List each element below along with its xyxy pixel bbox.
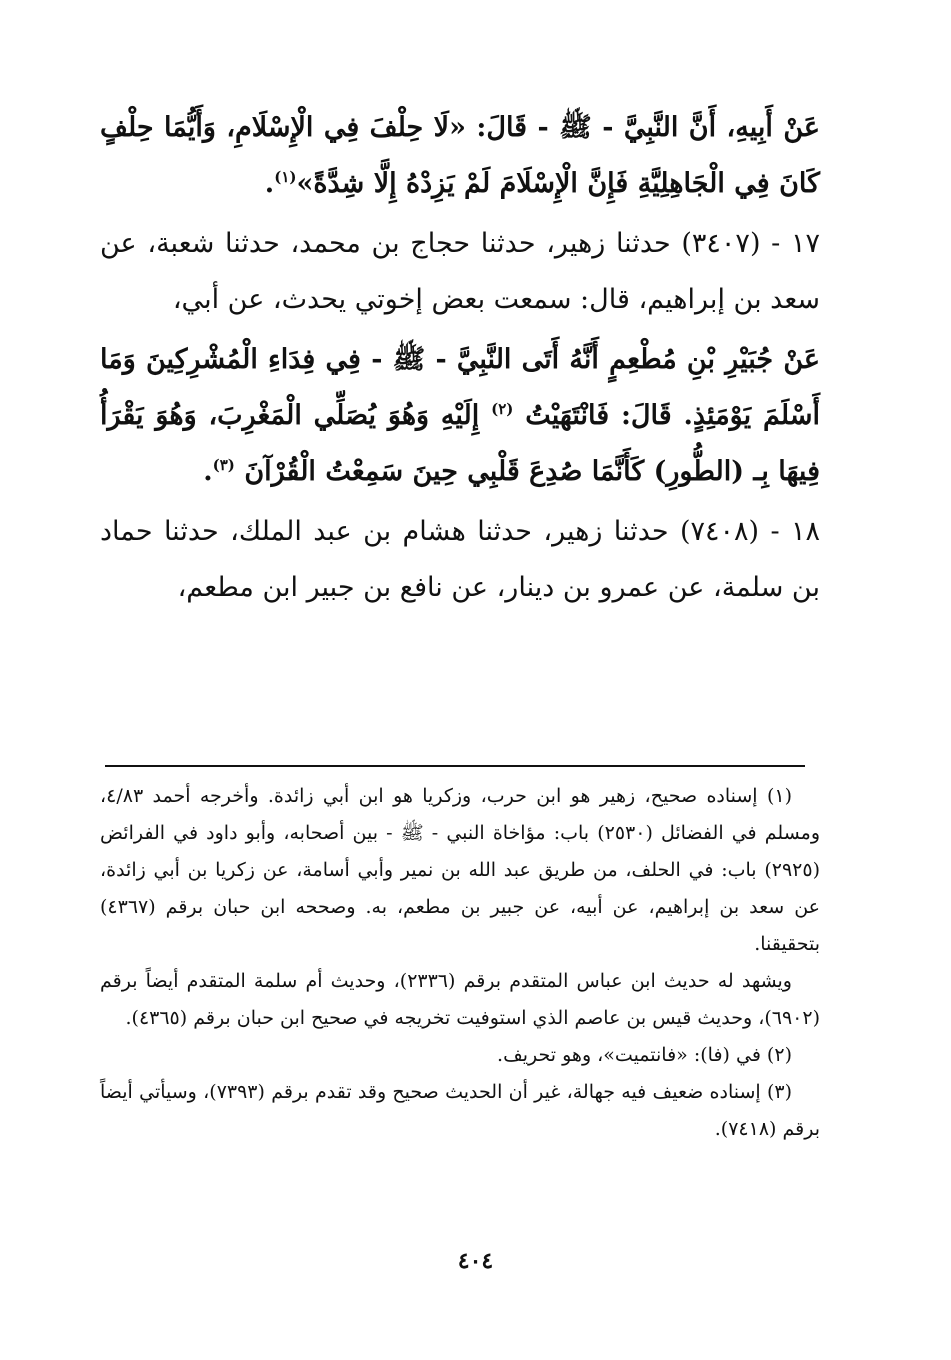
page-number: ٤٠٤: [457, 1248, 494, 1274]
period: .: [264, 168, 275, 199]
footnote-2: (٢) في (فا): «فانتميت»، وهو تحريف.: [497, 1044, 792, 1066]
isnad-paragraph-17: ١٧ - (٣٤٠٧) حدثنا زهير، حدثنا حجاج بن محمد، حدثنا شعبة، عن سعد بن إبراهيم، قال: سمعت بعض إخوتي يحدث، عن أبي،: [100, 228, 820, 315]
footnote-1-continued: ويشهد له حديث ابن عباس المتقدم برقم (٢٣٣٦)، وحديث أم سلمة المتقدم أيضاً برقم (٦٩٠٢)، وحديث قيس بن عاصم الذي استوفيت تخريجه في صحيح ابن حبان برقم (٤٣٦٥).: [100, 970, 820, 1029]
hadith-text-2b: إِلَيْهِ وَهُوَ يُصَلِّي الْمَغْرِبَ، وَهُوَ يَقْرَأُ فِيهَا بِـ (الطُّورِ) كَأَنَّمَا صُدِعَ قَلْبِي حِينَ سَمِعْتُ الْقُرْآنَ: [100, 400, 820, 487]
hadith-text-2a: عَنْ جُبَيْرِ بْنِ مُطْعِمٍ أَنَّهُ أَتَى النَّبِيَّ - ﷺ - فِي فِدَاءِ الْمُشْرِكِينَ وَمَا أَسْلَمَ يَوْمَئِذٍ. قَالَ: فَانْتَهَيْتُ: [100, 344, 820, 431]
hadith-text-1: عَنْ أَبِيهِ، أَنَّ النَّبِيَّ - ﷺ - قَالَ: «لَا حِلْفَ فِي الْإِسْلَامِ، وَأَيُّمَا حِلْفٍ كَانَ فِي الْجَاهِلِيَّةِ فَإِنَّ الْإِسْلَامَ لَمْ يَزِدْهُ إِلَّا شِدَّةً»: [100, 112, 820, 199]
period: .: [203, 456, 213, 487]
isnad-paragraph-18: ١٨ - (٧٤٠٨) حدثنا زهير، حدثنا هشام بن عبد الملك، حدثنا حماد بن سلمة، عن عمرو بن دينار، عن نافع بن جبير ابن مطعم،: [100, 516, 820, 603]
main-text: [100, 100, 820, 616]
footnote-marker-3: (٣): [212, 456, 235, 474]
footnote-marker-2: (٢): [491, 400, 514, 418]
footnote-divider: [105, 765, 805, 767]
footnotes: [100, 778, 820, 1148]
footnote-marker-1: (١): [274, 168, 297, 186]
hadith-paragraph-2: [100, 332, 820, 500]
footnote-3: (٣) إسناده ضعيف فيه جهالة، غير أن الحديث صحيح وقد تقدم برقم (٧٣٩٣)، وسيأتي أيضاً برقم (٧٤١٨).: [100, 1081, 820, 1140]
hadith-paragraph-1: [100, 100, 820, 212]
footnote-1: (١) إسناده صحيح، زهير هو ابن حرب، وزكريا هو ابن أبي زائدة. وأخرجه أحمد ٤/٨٣، ومسلم في الفضائل (٢٥٣٠) باب: مؤاخاة النبي - ﷺ - بين أصحابه، وأبو داود في الفرائض (٢٩٢٥) باب: في الحلف، من طريق عبد الله بن نمير وأبي أسامة، عن زكريا بن أبي زائدة، عن سعد بن إبراهيم، عن أبيه، عن جبير بن مطعم، به. وصححه ابن حبان برقم (٤٣٦٧) بتحقيقنا.: [100, 785, 821, 955]
